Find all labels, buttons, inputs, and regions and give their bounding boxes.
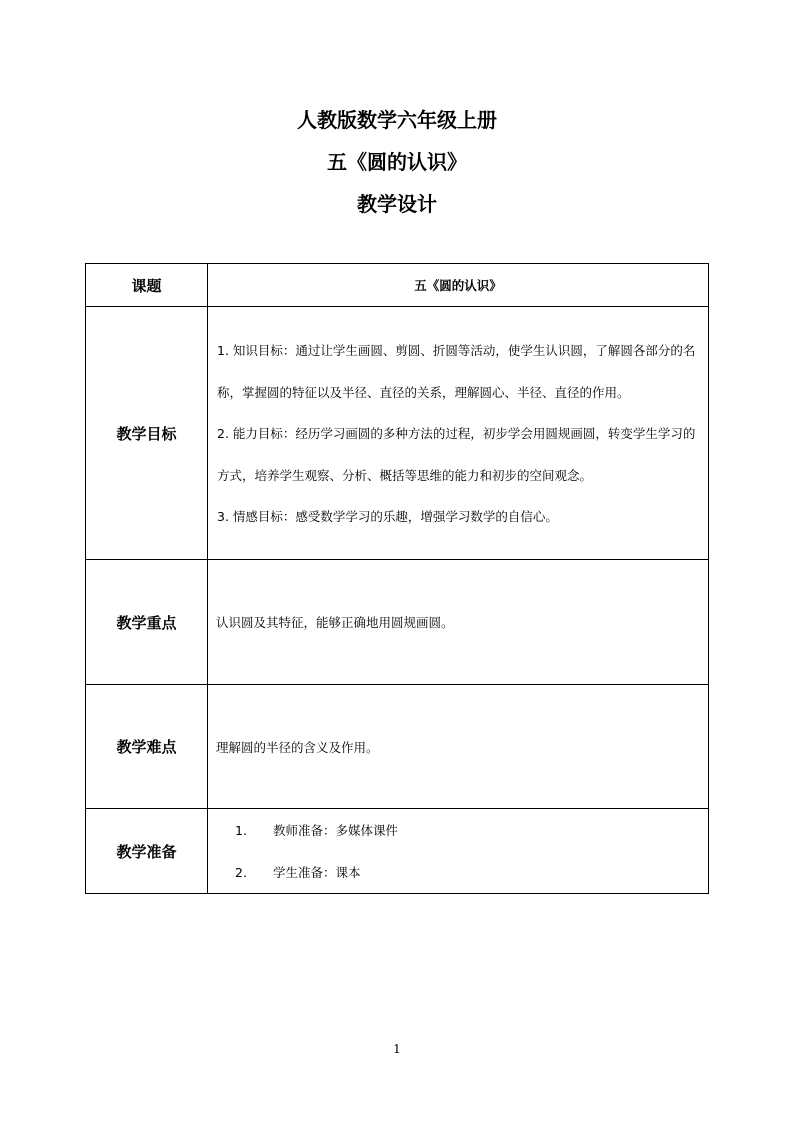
goals-label: 教学目标 (86, 307, 208, 560)
preparation-item (235, 851, 708, 893)
difficulty-value: 理解圆的半径的含义及作用。 (208, 685, 709, 809)
preparation-item-number: 2. (235, 864, 247, 880)
preparation-item-text: 教师准备：多媒体课件 (273, 823, 399, 838)
preparation-label: 教学准备 (86, 809, 208, 894)
document-type: 教学设计 (357, 192, 437, 216)
page-number: 1 (393, 1042, 401, 1056)
key-point-row (86, 560, 709, 685)
preparation-list (208, 809, 709, 894)
difficulty-label: 教学难点 (86, 685, 208, 809)
goals-row (86, 307, 709, 560)
subject-row (86, 264, 709, 307)
preparation-item-text: 学生准备：课本 (273, 865, 361, 880)
preparation-item-number: 1. (235, 822, 247, 838)
key-point-label: 教学重点 (86, 560, 208, 685)
difficulty-row (86, 685, 709, 809)
key-point-value: 认识圆及其特征，能够正确地用圆规画圆。 (208, 560, 709, 685)
goal-knowledge: 1. 知识目标：通过让学生画圆、剪圆、折圆等活动，使学生认识圆，了解圆各部分的名称，掌握圆的特征以及半径、直径的关系，理解圆心、半径、直径的作用。 (217, 343, 696, 400)
lesson-plan-table (85, 263, 709, 894)
subject-value: 五《圆的认识》 (208, 264, 709, 307)
preparation-item (235, 809, 708, 851)
subject-label: 课题 (86, 264, 208, 307)
preparation-row (86, 809, 709, 894)
document-title: 人教版数学六年级上册 (297, 108, 497, 132)
goals-cell (208, 307, 709, 560)
goal-emotion: 3. 情感目标：感受数学学习的乐趣，增强学习数学的自信心。 (217, 509, 558, 525)
lesson-title: 五《圆的认识》 (327, 150, 467, 174)
goal-ability: 2. 能力目标：经历学习画圆的多种方法的过程，初步学会用圆规画圆，转变学生学习的方式，培养学生观察、分析、概括等思维的能力和初步的空间观念。 (217, 426, 696, 483)
